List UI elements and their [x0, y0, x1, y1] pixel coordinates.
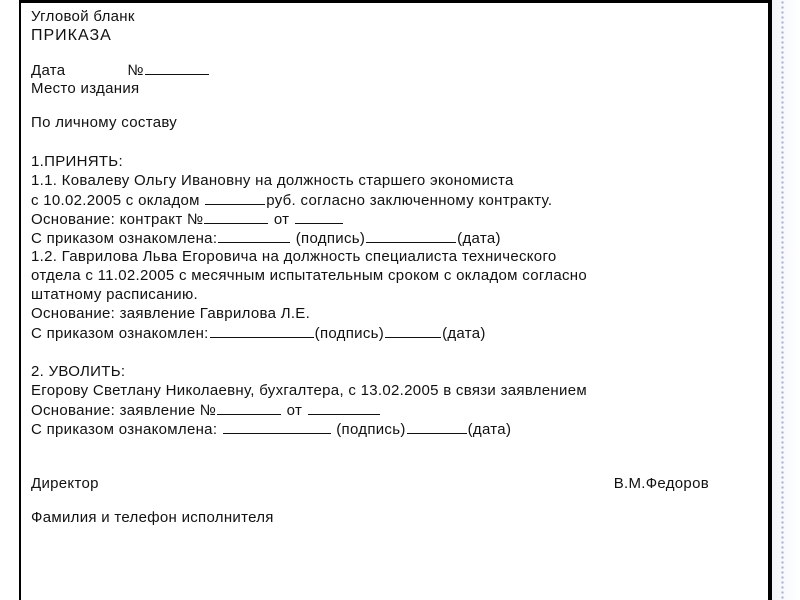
- item2-sig-blank: [385, 323, 441, 338]
- item1-basis-label: Основание: контракт №: [31, 211, 204, 228]
- contract-date-blank: [295, 209, 343, 224]
- director-label: Директор: [31, 475, 99, 492]
- item2-line3: штатному расписанию.: [31, 286, 199, 303]
- number-label: №: [127, 62, 144, 79]
- section2-basis-from: от: [282, 402, 307, 419]
- slide-edge: [772, 0, 800, 600]
- salary-blank: [205, 190, 265, 205]
- item1-salary-text: с 10.02.2005 с окладом: [31, 192, 205, 209]
- section2-ack: [31, 419, 763, 438]
- director-name: В.М.Федоров: [613, 475, 709, 492]
- order-document: [31, 7, 763, 527]
- contract-number-blank: [204, 209, 268, 224]
- item2-line1: 1.2. Гаврилова Льва Егоровича на должность специалиста технического: [31, 248, 557, 265]
- item1-ack-label: С приказом ознакомлена:: [31, 230, 218, 247]
- application-number-blank: [217, 400, 281, 415]
- page-border-left: [19, 0, 21, 600]
- subject-line: По личному составу: [31, 114, 178, 131]
- form-header-line1: Угловой бланк: [31, 8, 135, 25]
- number-blank: [145, 60, 209, 75]
- spacer: [31, 45, 763, 60]
- section2-line1: Егорову Светлану Николаевну, бухгалтера, с 13.02.2005 в связи заявлением: [31, 382, 587, 399]
- date-number-line: [31, 60, 763, 79]
- item1-basis-from: от: [269, 211, 294, 228]
- spacer: [31, 493, 763, 508]
- section2-basis-label: Основание: заявление №: [31, 402, 217, 419]
- item2-ack-blank: [210, 323, 314, 338]
- spacer: [31, 438, 763, 474]
- date-label: Дата: [31, 62, 66, 79]
- item2-ack: [31, 323, 763, 342]
- item2-ack-label: С приказом ознакомлен:: [31, 325, 209, 342]
- section2-basis: [31, 400, 763, 419]
- item2-date-label: (дата): [442, 325, 486, 342]
- director-signature-row: [31, 474, 709, 493]
- item1-date-label: (дата): [457, 230, 501, 247]
- item2-line2: отдела с 11.02.2005 с месячным испытательным сроком с окладом согласно: [31, 267, 588, 284]
- form-title: ПРИКАЗА: [31, 27, 112, 44]
- item1-ack-blank: [218, 228, 290, 243]
- section2-ack-label: С приказом ознакомлена:: [31, 421, 222, 438]
- item2-basis: Основание: заявление Гаврилова Л.Е.: [31, 305, 311, 322]
- item1-signature-label: (подпись): [291, 230, 366, 247]
- spacer: [31, 342, 763, 362]
- place-label: Место издания: [31, 80, 140, 97]
- section1-heading: 1.ПРИНЯТЬ:: [31, 153, 123, 170]
- spacer: [31, 132, 763, 152]
- item1-line1: 1.1. Ковалеву Ольгу Ивановну на должность старшего экономиста: [31, 172, 514, 189]
- item1-basis: [31, 209, 763, 228]
- page-border-top: [20, 0, 772, 3]
- item1-ack: [31, 228, 763, 247]
- application-date-blank: [308, 400, 380, 415]
- item1-line2: [31, 190, 763, 209]
- item1-sig-blank: [366, 228, 456, 243]
- spacer: [31, 98, 763, 113]
- section2-heading: 2. УВОЛИТЬ:: [31, 363, 126, 380]
- executor-label: Фамилия и телефон исполнителя: [31, 509, 274, 526]
- item1-contract-text: руб. согласно заключенному контракту.: [266, 192, 553, 209]
- section2-date-label: (дата): [467, 421, 512, 438]
- section2-ack-blank: [223, 419, 331, 434]
- section2-signature-label: (подпись): [331, 421, 406, 438]
- slide-edge-dots: [781, 0, 784, 600]
- section2-sig-blank: [407, 419, 467, 434]
- item2-signature-label: (подпись): [314, 325, 385, 342]
